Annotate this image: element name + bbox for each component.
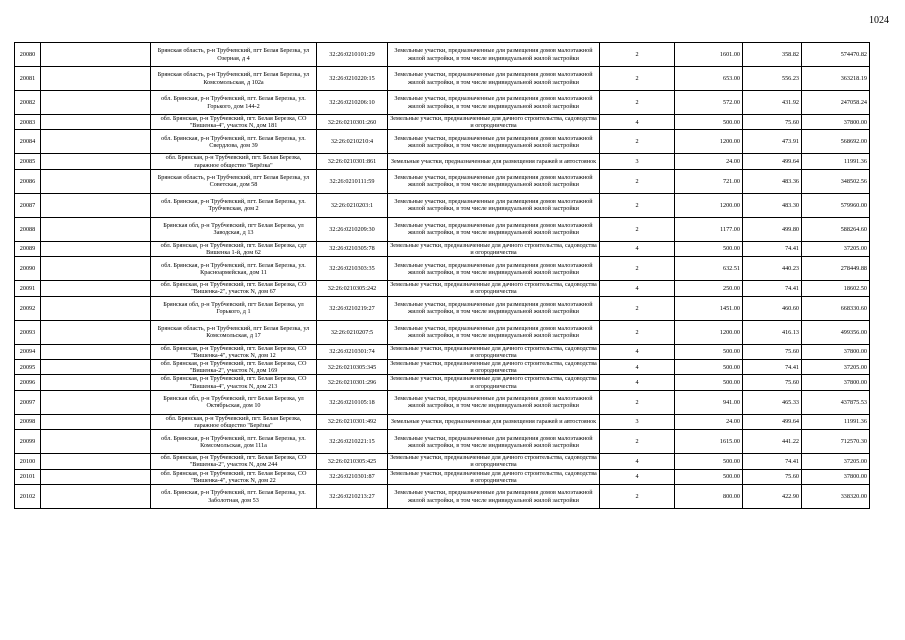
cell-group: 2	[600, 193, 675, 217]
cell-specific-value: 422.90	[743, 485, 802, 509]
cell-land-use: Земельные участки, предназначенные для размещения домов малоэтажной жилой застройки, в том числе индивидуальной жилой застройки	[388, 169, 600, 193]
cell-land-use: Земельные участки, предназначенные для дачного строительства, садоводства и огородничества	[388, 281, 600, 296]
cell-number: 20086	[15, 169, 41, 193]
cell-group: 3	[600, 154, 675, 169]
cell-spacer	[41, 91, 151, 115]
table-body	[15, 43, 870, 509]
cell-cadastral-number: 32:26:0210209:30	[317, 217, 388, 241]
cell-cadastral-number: 32:26:0210301:296	[317, 375, 388, 390]
cell-spacer	[41, 115, 151, 130]
cell-address: обл. Брянская, р-н Трубчевский, пгт. Белая Березка, ул. Свердлова, дом 39	[151, 130, 317, 154]
table-row	[15, 67, 870, 91]
cell-area: 572.00	[675, 91, 743, 115]
cell-cadastral-number: 32:26:0210101:29	[317, 43, 388, 67]
cell-cadastral-number: 32:26:0210303:35	[317, 257, 388, 281]
cell-land-use: Земельные участки, предназначенные для дачного строительства, садоводства и огородничества	[388, 241, 600, 256]
table-row	[15, 469, 870, 484]
cell-cadastral-number: 32:26:0210210:4	[317, 130, 388, 154]
cell-cadastral-value: 247058.24	[802, 91, 870, 115]
cell-land-use: Земельные участки, предназначенные для размещения домов малоэтажной жилой застройки, в том числе индивидуальной жилой застройки	[388, 67, 600, 91]
cell-specific-value: 75.60	[743, 375, 802, 390]
cell-cadastral-value: 668330.60	[802, 296, 870, 320]
cell-address: Брянская область, р-н Трубчевский, пгт Белая Березка, ул Советская, дом 58	[151, 169, 317, 193]
table-row	[15, 375, 870, 390]
table-row	[15, 241, 870, 256]
cell-specific-value: 358.82	[743, 43, 802, 67]
cell-specific-value: 74.41	[743, 360, 802, 375]
cell-area: 653.00	[675, 67, 743, 91]
cell-cadastral-value: 574470.82	[802, 43, 870, 67]
cell-spacer	[41, 257, 151, 281]
cell-cadastral-number: 32:26:0210305:78	[317, 241, 388, 256]
cell-land-use: Земельные участки, предназначенные для размещения домов малоэтажной жилой застройки, в том числе индивидуальной жилой застройки	[388, 485, 600, 509]
cell-cadastral-number: 32:26:0210105:18	[317, 390, 388, 414]
cell-cadastral-value: 37800.00	[802, 469, 870, 484]
table-row	[15, 344, 870, 359]
cell-land-use: Земельные участки, предназначенные для дачного строительства, садоводства и огородничества	[388, 375, 600, 390]
cell-number: 20083	[15, 115, 41, 130]
cell-number: 20090	[15, 257, 41, 281]
cell-specific-value: 74.41	[743, 281, 802, 296]
cell-cadastral-number: 32:26:0210305:425	[317, 454, 388, 469]
cell-group: 4	[600, 360, 675, 375]
cell-group: 4	[600, 344, 675, 359]
cell-spacer	[41, 169, 151, 193]
cell-specific-value: 465.33	[743, 390, 802, 414]
cell-address: обл. Брянская, р-н Трубчевский, пгт. Белая Березка, СО "Вишенка-4", участок N, дом 213	[151, 375, 317, 390]
cell-address: Брянская область, р-н Трубчевский, пгт Белая Березка, ул Комсомольская, д 17	[151, 320, 317, 344]
cell-cadastral-number: 32:26:0210220:15	[317, 67, 388, 91]
cell-cadastral-number: 32:26:0210305:345	[317, 360, 388, 375]
table-row	[15, 390, 870, 414]
cell-number: 20100	[15, 454, 41, 469]
cell-land-use: Земельные участки, предназначенные для размещения домов малоэтажной жилой застройки, в том числе индивидуальной жилой застройки	[388, 430, 600, 454]
cell-specific-value: 556.23	[743, 67, 802, 91]
cell-spacer	[41, 344, 151, 359]
cell-spacer	[41, 193, 151, 217]
cell-area: 500.00	[675, 344, 743, 359]
cell-number: 20094	[15, 344, 41, 359]
cell-area: 1200.00	[675, 320, 743, 344]
cell-area: 24.00	[675, 414, 743, 429]
cell-cadastral-number: 32:26:0210301:87	[317, 469, 388, 484]
cell-spacer	[41, 154, 151, 169]
cell-cadastral-value: 568692.00	[802, 130, 870, 154]
table-row	[15, 91, 870, 115]
cell-group: 2	[600, 217, 675, 241]
cell-cadastral-number: 32:26:0210301:492	[317, 414, 388, 429]
cell-specific-value: 74.41	[743, 454, 802, 469]
cell-number: 20088	[15, 217, 41, 241]
table-row	[15, 154, 870, 169]
cell-address: обл. Брянская, р-н Трубчевский, пгт. Белая Березка, СО "Вишенка-2", участок N, дом 67	[151, 281, 317, 296]
cell-number: 20099	[15, 430, 41, 454]
table-row	[15, 115, 870, 130]
cell-specific-value: 483.36	[743, 169, 802, 193]
cell-cadastral-number: 32:26:0210301:861	[317, 154, 388, 169]
cell-number: 20091	[15, 281, 41, 296]
cell-group: 4	[600, 375, 675, 390]
cell-spacer	[41, 43, 151, 67]
cell-land-use: Земельные участки, предназначенные для размещения домов малоэтажной жилой застройки, в том числе индивидуальной жилой застройки	[388, 193, 600, 217]
cell-address: обл. Брянская, р-н Трубчевский, пгт. Белая Березка, СО "Вишенка-2", участок N, дом 244	[151, 454, 317, 469]
cell-number: 20084	[15, 130, 41, 154]
cell-address: обл. Брянская, р-н Трубчевский, пгт. Белая Березка, гаражное общество "Берёзка"	[151, 154, 317, 169]
cell-address: обл. Брянская, р-н Трубчевский, пгт. Белая Березка, СО "Вишенка-4", участок N, дом 12	[151, 344, 317, 359]
cell-area: 250.00	[675, 281, 743, 296]
cell-specific-value: 75.60	[743, 115, 802, 130]
cell-spacer	[41, 130, 151, 154]
table-row	[15, 454, 870, 469]
cell-group: 2	[600, 296, 675, 320]
cell-cadastral-number: 32:26:0210305:242	[317, 281, 388, 296]
cell-land-use: Земельные участки, предназначенные для размещения домов малоэтажной жилой застройки, в том числе индивидуальной жилой застройки	[388, 390, 600, 414]
table-row	[15, 485, 870, 509]
cell-cadastral-number: 32:26:0210203:1	[317, 193, 388, 217]
cell-cadastral-value: 37800.00	[802, 375, 870, 390]
cell-group: 4	[600, 469, 675, 484]
cell-spacer	[41, 241, 151, 256]
cell-area: 500.00	[675, 360, 743, 375]
cell-area: 1200.00	[675, 130, 743, 154]
cell-land-use: Земельные участки, предназначенные для дачного строительства, садоводства и огородничества	[388, 115, 600, 130]
cell-cadastral-value: 18602.50	[802, 281, 870, 296]
cell-spacer	[41, 485, 151, 509]
cell-spacer	[41, 390, 151, 414]
cell-cadastral-number: 32:26:0210207:5	[317, 320, 388, 344]
cell-group: 2	[600, 130, 675, 154]
cell-cadastral-number: 32:26:0210206:10	[317, 91, 388, 115]
cell-number: 20095	[15, 360, 41, 375]
cell-land-use: Земельные участки, предназначенные для дачного строительства, садоводства и огородничества	[388, 469, 600, 484]
cell-cadastral-value: 11991.36	[802, 414, 870, 429]
cell-number: 20080	[15, 43, 41, 67]
cell-address: Брянская обл, р-н Трубчевский, пгт Белая Березка, ул Октябрьская, дом 10	[151, 390, 317, 414]
cell-specific-value: 75.60	[743, 344, 802, 359]
cell-address: обл. Брянская, р-н Трубчевский, пгт. Белая Березка, СО "Вишенка-4", участок N, дом 181	[151, 115, 317, 130]
cell-address: обл. Брянская, р-н Трубчевский, пгт. Белая Березка, СО "Вишенка-2", участок N, дом 169	[151, 360, 317, 375]
cell-cadastral-value: 338320.00	[802, 485, 870, 509]
cell-number: 20093	[15, 320, 41, 344]
cell-area: 24.00	[675, 154, 743, 169]
cell-cadastral-value: 37205.00	[802, 241, 870, 256]
cell-number: 20085	[15, 154, 41, 169]
cell-group: 2	[600, 320, 675, 344]
page-number: 1024	[869, 15, 889, 26]
cell-spacer	[41, 296, 151, 320]
cell-land-use: Земельные участки, предназначенные для размещения домов малоэтажной жилой застройки, в том числе индивидуальной жилой застройки	[388, 43, 600, 67]
cell-cadastral-value: 37205.00	[802, 360, 870, 375]
cell-land-use: Земельные участки, предназначенные для размещения домов малоэтажной жилой застройки, в том числе индивидуальной жилой застройки	[388, 257, 600, 281]
cell-cadastral-value: 348502.56	[802, 169, 870, 193]
cell-group: 4	[600, 281, 675, 296]
cell-area: 800.00	[675, 485, 743, 509]
cell-address: Брянская область, р-н Трубчевский, пгт Белая Березка, ул Комсомольская, д 102а	[151, 67, 317, 91]
cell-area: 941.00	[675, 390, 743, 414]
table-row	[15, 320, 870, 344]
cell-group: 2	[600, 390, 675, 414]
cell-area: 1451.00	[675, 296, 743, 320]
cell-number: 20082	[15, 91, 41, 115]
cell-cadastral-number: 32:26:0210221:15	[317, 430, 388, 454]
cell-cadastral-number: 32:26:0210219:27	[317, 296, 388, 320]
cell-land-use: Земельные участки, предназначенные для размещения домов малоэтажной жилой застройки, в том числе индивидуальной жилой застройки	[388, 130, 600, 154]
cell-cadastral-value: 712570.30	[802, 430, 870, 454]
cell-group: 2	[600, 485, 675, 509]
cell-specific-value: 499.80	[743, 217, 802, 241]
cell-group: 2	[600, 169, 675, 193]
cell-area: 500.00	[675, 454, 743, 469]
cell-number: 20101	[15, 469, 41, 484]
cell-group: 4	[600, 241, 675, 256]
table-row	[15, 360, 870, 375]
cell-cadastral-value: 499356.00	[802, 320, 870, 344]
table-row	[15, 281, 870, 296]
table-row	[15, 193, 870, 217]
cell-cadastral-value: 11991.36	[802, 154, 870, 169]
cell-number: 20087	[15, 193, 41, 217]
cell-area: 632.51	[675, 257, 743, 281]
table-row	[15, 169, 870, 193]
table-row	[15, 414, 870, 429]
cell-group: 3	[600, 414, 675, 429]
table-row	[15, 43, 870, 67]
cell-address: Брянская обл, р-н Трубчевский, пгт Белая Березка, ул Горького, д 1	[151, 296, 317, 320]
cell-specific-value: 441.22	[743, 430, 802, 454]
cell-group: 2	[600, 257, 675, 281]
cell-address: обл. Брянская, р-н Трубчевский, пгт. Белая Березка, ул. Комсомольская, дом 111а	[151, 430, 317, 454]
cell-address: обл. Брянская, р-н Трубчевский, пгт. Белая Березка, ул. Трубчевская, дом 2	[151, 193, 317, 217]
cell-specific-value: 75.60	[743, 469, 802, 484]
cell-specific-value: 460.60	[743, 296, 802, 320]
cell-group: 4	[600, 115, 675, 130]
cell-group: 2	[600, 430, 675, 454]
cell-number: 20096	[15, 375, 41, 390]
cell-number: 20097	[15, 390, 41, 414]
cell-land-use: Земельные участки, предназначенные для размещения гаражей и автостоянок	[388, 154, 600, 169]
cell-land-use: Земельные участки, предназначенные для дачного строительства, садоводства и огородничества	[388, 454, 600, 469]
cell-land-use: Земельные участки, предназначенные для размещения гаражей и автостоянок	[388, 414, 600, 429]
cell-spacer	[41, 454, 151, 469]
cell-area: 1601.00	[675, 43, 743, 67]
cell-cadastral-value: 37800.00	[802, 115, 870, 130]
cell-spacer	[41, 375, 151, 390]
table-row	[15, 257, 870, 281]
cell-spacer	[41, 469, 151, 484]
cell-cadastral-value: 278449.88	[802, 257, 870, 281]
cell-number: 20081	[15, 67, 41, 91]
cell-area: 1200.00	[675, 193, 743, 217]
cell-number: 20089	[15, 241, 41, 256]
cell-cadastral-number: 32:26:0210301:260	[317, 115, 388, 130]
table-row	[15, 217, 870, 241]
cell-cadastral-number: 32:26:0210111:59	[317, 169, 388, 193]
cell-specific-value: 440.23	[743, 257, 802, 281]
cell-area: 500.00	[675, 115, 743, 130]
cell-area: 500.00	[675, 469, 743, 484]
cell-number: 20098	[15, 414, 41, 429]
cell-cadastral-value: 588264.60	[802, 217, 870, 241]
cell-cadastral-number: 32:26:0210301:74	[317, 344, 388, 359]
cell-address: обл. Брянская, р-н Трубчевский, пгт. Белая Березка, сдт Вишенка 1-й, дом 62	[151, 241, 317, 256]
cell-spacer	[41, 67, 151, 91]
cadastral-value-table	[14, 42, 870, 509]
cell-specific-value: 473.91	[743, 130, 802, 154]
cell-spacer	[41, 217, 151, 241]
cell-number: 20102	[15, 485, 41, 509]
cell-land-use: Земельные участки, предназначенные для размещения домов малоэтажной жилой застройки, в том числе индивидуальной жилой застройки	[388, 91, 600, 115]
cell-area: 500.00	[675, 375, 743, 390]
cell-land-use: Земельные участки, предназначенные для размещения домов малоэтажной жилой застройки, в том числе индивидуальной жилой застройки	[388, 296, 600, 320]
cell-address: обл. Брянская, р-н Трубчевский, пгт. Белая Березка, ул. Горького, дом 144-2	[151, 91, 317, 115]
cell-area: 1615.00	[675, 430, 743, 454]
cell-address: обл. Брянская, р-н Трубчевский, пгт. Белая Березка, ул. Красноармейская, дом 11	[151, 257, 317, 281]
cell-address: обл. Брянская, р-н Трубчевский, пгт. Белая Березка, ул. Заболотная, дом 53	[151, 485, 317, 509]
cell-spacer	[41, 360, 151, 375]
cell-group: 2	[600, 67, 675, 91]
cell-address: Брянская обл, р-н Трубчевский, пгт Белая Березка, ул Заводская, д 13	[151, 217, 317, 241]
cell-cadastral-value: 37800.00	[802, 344, 870, 359]
cell-cadastral-value: 37205.00	[802, 454, 870, 469]
table-row	[15, 130, 870, 154]
cell-cadastral-value: 363218.19	[802, 67, 870, 91]
cell-cadastral-value: 437875.53	[802, 390, 870, 414]
cell-specific-value: 74.41	[743, 241, 802, 256]
cell-spacer	[41, 320, 151, 344]
cell-address: обл. Брянская, р-н Трубчевский, пгт. Белая Березка, гаражное общество "Берёзка"	[151, 414, 317, 429]
cell-land-use: Земельные участки, предназначенные для дачного строительства, садоводства и огородничества	[388, 360, 600, 375]
cell-specific-value: 483.30	[743, 193, 802, 217]
cell-address: Брянская область, р-н Трубчевский, пгт Белая Березка, ул Озерная, д 4	[151, 43, 317, 67]
cell-specific-value: 499.64	[743, 414, 802, 429]
cell-spacer	[41, 430, 151, 454]
cell-group: 4	[600, 454, 675, 469]
cell-area: 1177.00	[675, 217, 743, 241]
cell-group: 2	[600, 91, 675, 115]
cell-area: 500.00	[675, 241, 743, 256]
cell-land-use: Земельные участки, предназначенные для размещения домов малоэтажной жилой застройки, в том числе индивидуальной жилой застройки	[388, 217, 600, 241]
cell-area: 721.00	[675, 169, 743, 193]
cell-spacer	[41, 414, 151, 429]
cell-specific-value: 499.64	[743, 154, 802, 169]
cell-specific-value: 416.13	[743, 320, 802, 344]
cell-number: 20092	[15, 296, 41, 320]
cell-spacer	[41, 281, 151, 296]
table-row	[15, 430, 870, 454]
cell-land-use: Земельные участки, предназначенные для дачного строительства, садоводства и огородничества	[388, 344, 600, 359]
cell-cadastral-number: 32:26:0210213:27	[317, 485, 388, 509]
cell-land-use: Земельные участки, предназначенные для размещения домов малоэтажной жилой застройки, в том числе индивидуальной жилой застройки	[388, 320, 600, 344]
cell-specific-value: 431.92	[743, 91, 802, 115]
cell-cadastral-value: 579960.00	[802, 193, 870, 217]
table-row	[15, 296, 870, 320]
cell-group: 2	[600, 43, 675, 67]
cell-address: обл. Брянская, р-н Трубчевский, пгт. Белая Березка, СО "Вишенка-4", участок N, дом 22	[151, 469, 317, 484]
